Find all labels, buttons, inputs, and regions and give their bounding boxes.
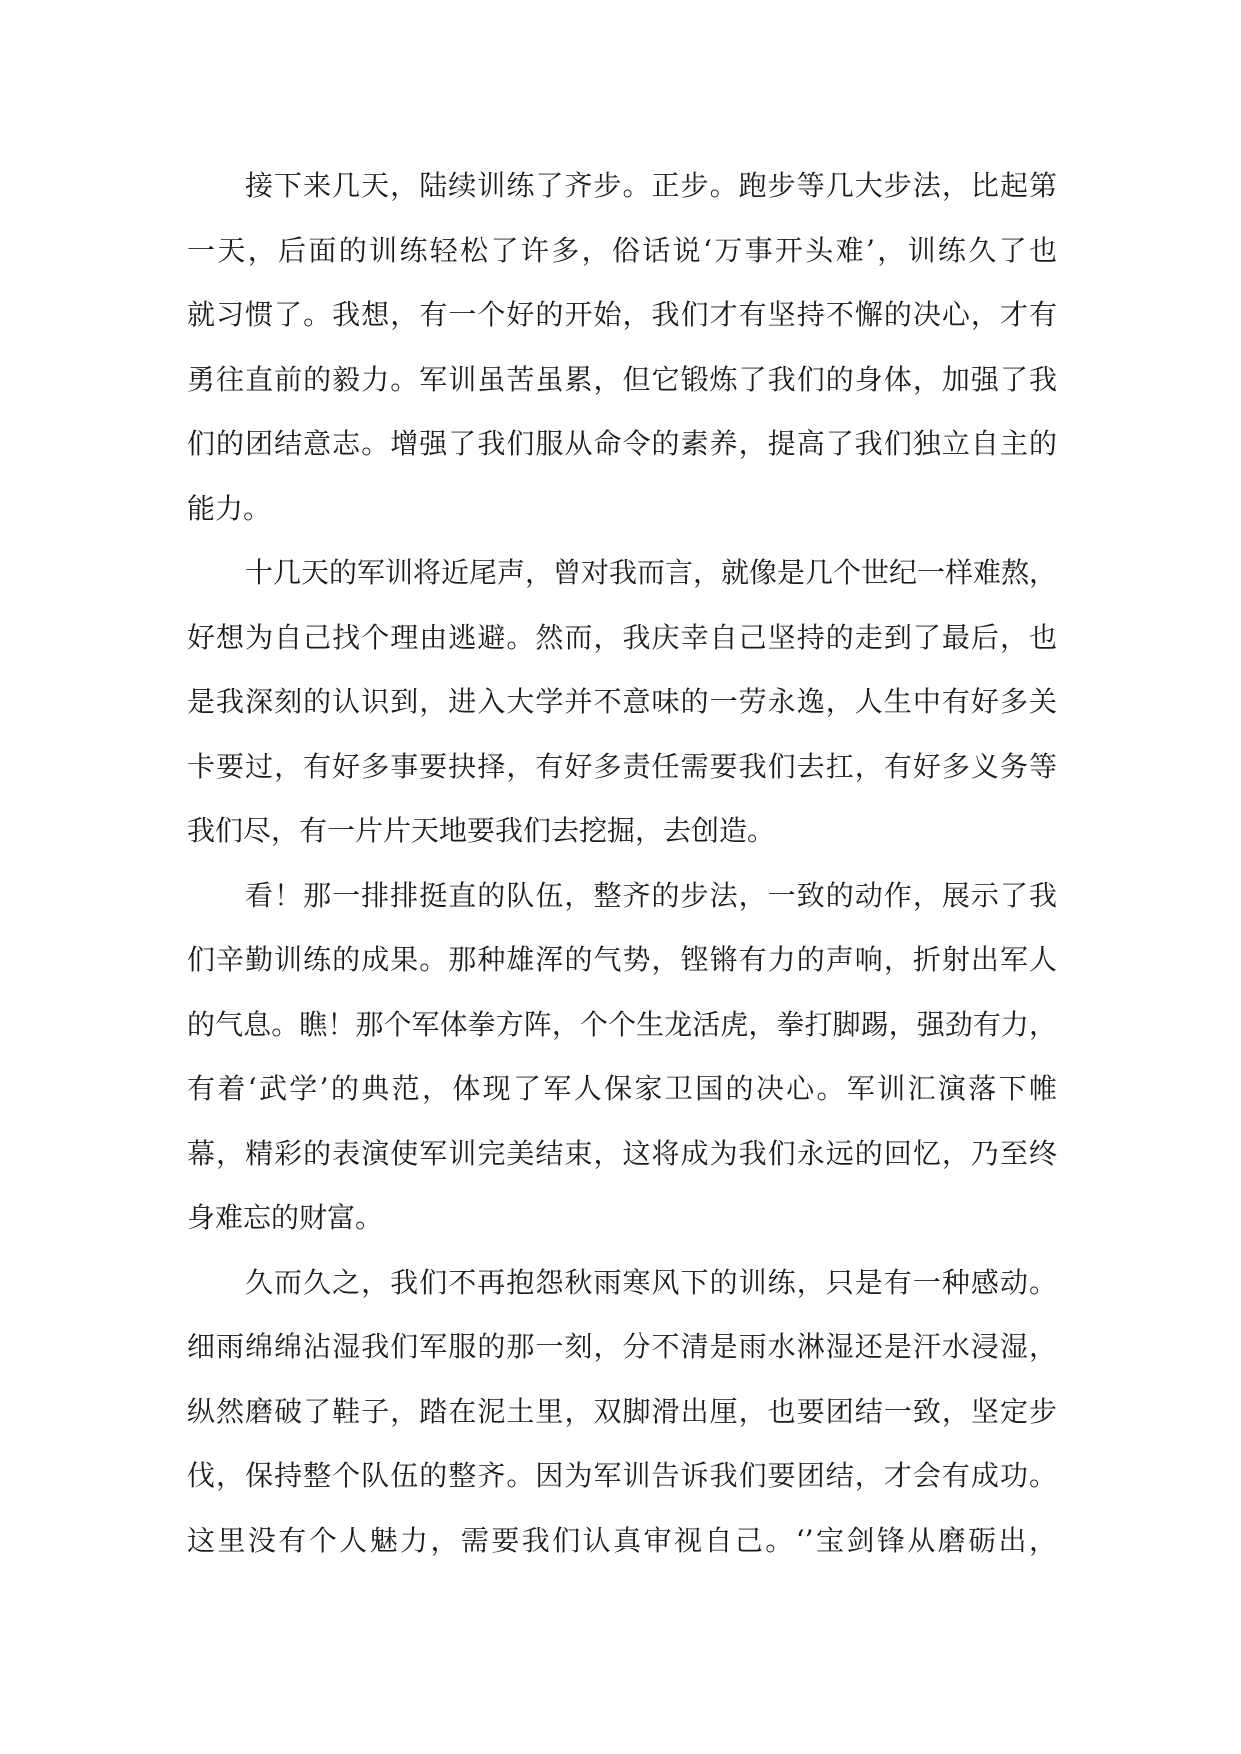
paragraph-2-line-5: 我们尽，有一片片天地要我们去挖掘，去创造。 xyxy=(187,814,776,847)
paragraph-4-line-2: 细雨绵绵沾湿我们军服的那一刻，分不清是雨水淋湿还是汗水浸湿， xyxy=(187,1330,1057,1363)
paragraph-3-line-6: 身难忘的财富。 xyxy=(187,1201,384,1234)
paragraph-3-line-4: 有着‘武学’的典范，体现了军人保家卫国的决心。军训汇演落下帷 xyxy=(187,1072,1057,1105)
paragraph-1-line-3: 就习惯了。我想，有一个好的开始，我们才有坚持不懈的决心，才有 xyxy=(187,298,1057,331)
paragraph-1-line-1: 接下来几天，陆续训练了齐步。正步。跑步等几大步法，比起第 xyxy=(245,169,1057,202)
paragraph-4-line-5: 这里没有个人魅力，需要我们认真审视自己。‘’宝剑锋从磨砺出， xyxy=(187,1523,1057,1557)
paragraph-2-line-1: 十几天的军训将近尾声，曾对我而言，就像是几个世纪一样难熬， xyxy=(245,556,1058,589)
paragraph-2-line-2: 好想为自己找个理由逃避。然而，我庆幸自己坚持的走到了最后，也 xyxy=(187,620,1057,654)
paragraph-2-line-3: 是我深刻的认识到，进入大学并不意味的一劳永逸，人生中有好多关 xyxy=(187,685,1057,718)
paragraph-4-line-4: 伐，保持整个队伍的整齐。因为军训告诉我们要团结，才会有成功。 xyxy=(187,1459,1057,1492)
document-body xyxy=(187,154,1057,1573)
paragraph-1-line-4: 勇往直前的毅力。军训虽苦虽累，但它锻炼了我们的身体，加强了我 xyxy=(187,362,1057,396)
paragraph-3-line-2: 们辛勤训练的成果。那种雄浑的气势，铿锵有力的声响，折射出军人 xyxy=(187,943,1057,976)
paragraph-3-line-1: 看！那一排排挺直的队伍，整齐的步法，一致的动作，展示了我 xyxy=(245,878,1057,912)
paragraph-4-line-3: 纵然磨破了鞋子，踏在泥土里，双脚滑出厘，也要团结一致，坚定步 xyxy=(187,1394,1057,1428)
paragraph-3-line-3: 的气息。瞧！那个军体拳方阵，个个生龙活虎，拳打脚踢，强劲有力， xyxy=(187,1007,1057,1041)
paragraph-1-line-5: 们的团结意志。增强了我们服从命令的素养，提高了我们独立自主的 xyxy=(187,427,1057,460)
paragraph-2-line-4: 卡要过，有好多事要抉择，有好多责任需要我们去扛，有好多义务等 xyxy=(187,749,1057,783)
paragraph-4-line-1: 久而久之，我们不再抱怨秋雨寒风下的训练，只是有一种感动。 xyxy=(245,1265,1057,1299)
paragraph-1-line-2: 一天，后面的训练轻松了许多，俗话说‘万事开头难’，训练久了也 xyxy=(187,233,1057,267)
paragraph-1-line-6: 能力。 xyxy=(187,491,272,525)
paragraph-3-line-5: 幕，精彩的表演使军训完美结束，这将成为我们永远的回忆，乃至终 xyxy=(187,1136,1057,1170)
